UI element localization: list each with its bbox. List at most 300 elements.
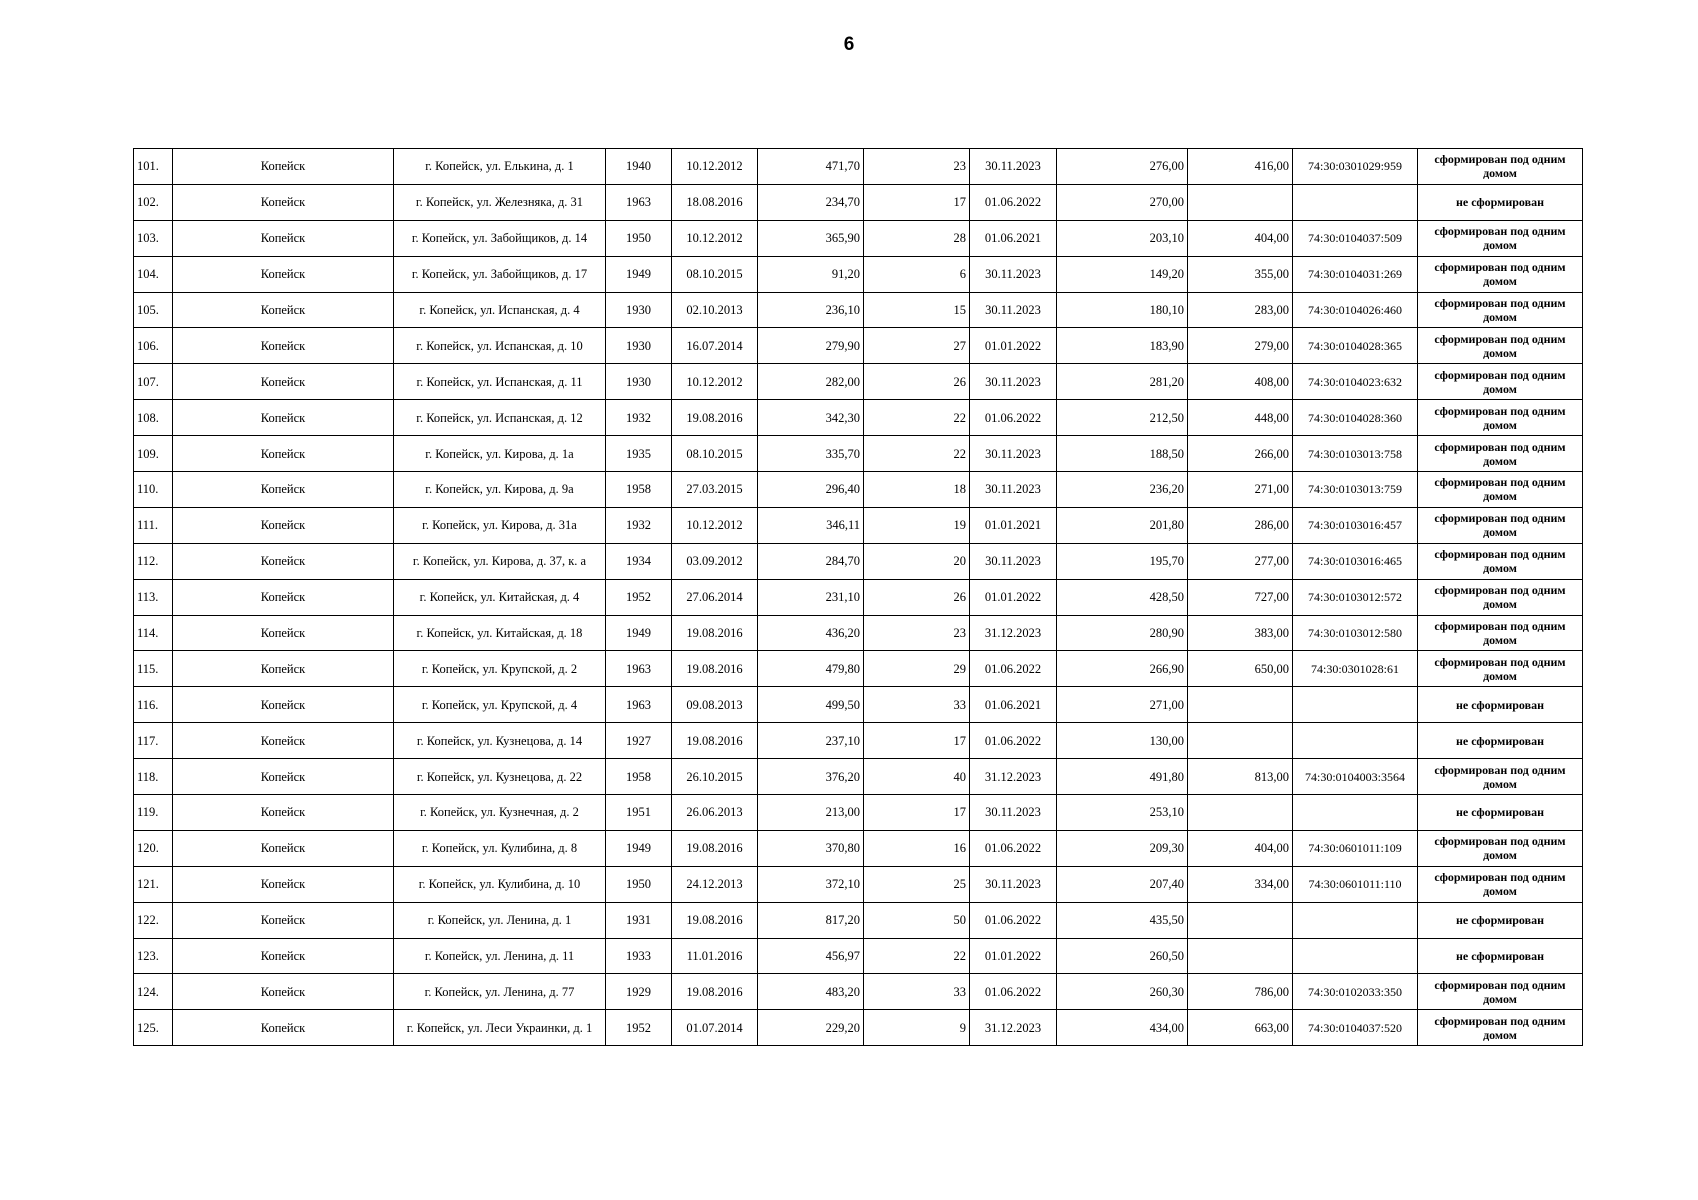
- living-area-cell: 149,20: [1057, 256, 1188, 292]
- table-row: [134, 220, 1583, 256]
- year-built-cell: 1963: [606, 687, 672, 723]
- row-number-cell: 101.: [134, 149, 173, 185]
- living-area-cell: 434,00: [1057, 1010, 1188, 1046]
- land-status-cell: сформирован под одним домом: [1418, 472, 1583, 508]
- table-row: [134, 615, 1583, 651]
- residents-cell: 18: [864, 472, 970, 508]
- land-status-cell: сформирован под одним домом: [1418, 651, 1583, 687]
- land-area-cell: 271,00: [1188, 472, 1293, 508]
- living-area-cell: 207,40: [1057, 866, 1188, 902]
- land-area-cell: [1188, 723, 1293, 759]
- address-cell: г. Копейск, ул. Китайская, д. 18: [394, 615, 606, 651]
- living-area-cell: 491,80: [1057, 759, 1188, 795]
- living-area-cell: 180,10: [1057, 292, 1188, 328]
- deadline-cell: 01.06.2021: [970, 687, 1057, 723]
- area-cell: 335,70: [758, 436, 864, 472]
- cadastral-number-cell: 74:30:0103012:580: [1293, 615, 1418, 651]
- cadastral-number-cell: 74:30:0601011:110: [1293, 866, 1418, 902]
- area-cell: 372,10: [758, 866, 864, 902]
- area-cell: 499,50: [758, 687, 864, 723]
- address-cell: г. Копейск, ул. Китайская, д. 4: [394, 579, 606, 615]
- row-number-cell: 108.: [134, 400, 173, 436]
- address-cell: г. Копейск, ул. Железняка, д. 31: [394, 184, 606, 220]
- land-area-cell: [1188, 184, 1293, 220]
- area-cell: 471,70: [758, 149, 864, 185]
- land-status-cell: сформирован под одним домом: [1418, 507, 1583, 543]
- city-cell: Копейск: [173, 149, 394, 185]
- cadastral-number-cell: 74:30:0104023:632: [1293, 364, 1418, 400]
- address-cell: г. Копейск, ул. Ленина, д. 11: [394, 938, 606, 974]
- date-cell: 27.06.2014: [672, 579, 758, 615]
- residents-cell: 17: [864, 795, 970, 831]
- residents-cell: 19: [864, 507, 970, 543]
- residents-cell: 17: [864, 723, 970, 759]
- city-cell: Копейск: [173, 687, 394, 723]
- row-number-cell: 120.: [134, 830, 173, 866]
- land-status-cell: не сформирован: [1418, 687, 1583, 723]
- land-status-cell: сформирован под одним домом: [1418, 579, 1583, 615]
- residents-cell: 50: [864, 902, 970, 938]
- residents-cell: 26: [864, 579, 970, 615]
- date-cell: 10.12.2012: [672, 220, 758, 256]
- year-built-cell: 1932: [606, 400, 672, 436]
- land-area-cell: [1188, 795, 1293, 831]
- land-area-cell: 355,00: [1188, 256, 1293, 292]
- land-area-cell: 448,00: [1188, 400, 1293, 436]
- row-number-cell: 114.: [134, 615, 173, 651]
- year-built-cell: 1952: [606, 579, 672, 615]
- city-cell: Копейск: [173, 615, 394, 651]
- date-cell: 19.08.2016: [672, 830, 758, 866]
- city-cell: Копейск: [173, 364, 394, 400]
- table-row: [134, 902, 1583, 938]
- table-row: [134, 184, 1583, 220]
- date-cell: 02.10.2013: [672, 292, 758, 328]
- living-area-cell: 271,00: [1057, 687, 1188, 723]
- residents-cell: 6: [864, 256, 970, 292]
- area-cell: 284,70: [758, 543, 864, 579]
- table-row: [134, 472, 1583, 508]
- land-area-cell: 286,00: [1188, 507, 1293, 543]
- table-row: [134, 938, 1583, 974]
- deadline-cell: 01.01.2022: [970, 328, 1057, 364]
- living-area-cell: 209,30: [1057, 830, 1188, 866]
- residents-cell: 23: [864, 149, 970, 185]
- city-cell: Копейск: [173, 902, 394, 938]
- address-cell: г. Копейск, ул. Испанская, д. 10: [394, 328, 606, 364]
- living-area-cell: 183,90: [1057, 328, 1188, 364]
- residents-cell: 15: [864, 292, 970, 328]
- table-row: [134, 328, 1583, 364]
- row-number-cell: 109.: [134, 436, 173, 472]
- cadastral-number-cell: 74:30:0104003:3564: [1293, 759, 1418, 795]
- year-built-cell: 1963: [606, 184, 672, 220]
- page-number: 6: [843, 34, 855, 55]
- row-number-cell: 111.: [134, 507, 173, 543]
- living-area-cell: 260,50: [1057, 938, 1188, 974]
- deadline-cell: 31.12.2023: [970, 759, 1057, 795]
- year-built-cell: 1949: [606, 615, 672, 651]
- deadline-cell: 01.06.2022: [970, 830, 1057, 866]
- area-cell: 279,90: [758, 328, 864, 364]
- deadline-cell: 30.11.2023: [970, 149, 1057, 185]
- deadline-cell: 01.01.2022: [970, 938, 1057, 974]
- land-area-cell: 727,00: [1188, 579, 1293, 615]
- table-row: [134, 687, 1583, 723]
- table-body: [134, 149, 1583, 1046]
- residents-cell: 40: [864, 759, 970, 795]
- area-cell: 296,40: [758, 472, 864, 508]
- year-built-cell: 1935: [606, 436, 672, 472]
- date-cell: 19.08.2016: [672, 723, 758, 759]
- table-row: [134, 436, 1583, 472]
- date-cell: 09.08.2013: [672, 687, 758, 723]
- date-cell: 19.08.2016: [672, 400, 758, 436]
- living-area-cell: 195,70: [1057, 543, 1188, 579]
- year-built-cell: 1933: [606, 938, 672, 974]
- residents-cell: 16: [864, 830, 970, 866]
- cadastral-number-cell: 74:30:0104037:509: [1293, 220, 1418, 256]
- land-area-cell: 663,00: [1188, 1010, 1293, 1046]
- table-row: [134, 149, 1583, 185]
- city-cell: Копейск: [173, 256, 394, 292]
- date-cell: 16.07.2014: [672, 328, 758, 364]
- year-built-cell: 1931: [606, 902, 672, 938]
- land-status-cell: сформирован под одним домом: [1418, 759, 1583, 795]
- year-built-cell: 1958: [606, 759, 672, 795]
- year-built-cell: 1949: [606, 830, 672, 866]
- cadastral-number-cell: [1293, 795, 1418, 831]
- address-cell: г. Копейск, ул. Кузнецова, д. 14: [394, 723, 606, 759]
- date-cell: 11.01.2016: [672, 938, 758, 974]
- table-row: [134, 830, 1583, 866]
- address-cell: г. Копейск, ул. Кулибина, д. 10: [394, 866, 606, 902]
- date-cell: 10.12.2012: [672, 507, 758, 543]
- land-area-cell: 650,00: [1188, 651, 1293, 687]
- year-built-cell: 1927: [606, 723, 672, 759]
- row-number-cell: 112.: [134, 543, 173, 579]
- area-cell: 236,10: [758, 292, 864, 328]
- deadline-cell: 30.11.2023: [970, 364, 1057, 400]
- land-status-cell: сформирован под одним домом: [1418, 436, 1583, 472]
- address-cell: г. Копейск, ул. Леси Украинки, д. 1: [394, 1010, 606, 1046]
- year-built-cell: 1940: [606, 149, 672, 185]
- city-cell: Копейск: [173, 328, 394, 364]
- city-cell: Копейск: [173, 938, 394, 974]
- residents-cell: 27: [864, 328, 970, 364]
- city-cell: Копейск: [173, 723, 394, 759]
- city-cell: Копейск: [173, 579, 394, 615]
- table-row: [134, 866, 1583, 902]
- table-row: [134, 974, 1583, 1010]
- living-area-cell: 203,10: [1057, 220, 1188, 256]
- deadline-cell: 30.11.2023: [970, 436, 1057, 472]
- row-number-cell: 113.: [134, 579, 173, 615]
- land-status-cell: сформирован под одним домом: [1418, 364, 1583, 400]
- area-cell: 365,90: [758, 220, 864, 256]
- date-cell: 10.12.2012: [672, 149, 758, 185]
- address-cell: г. Копейск, ул. Елькина, д. 1: [394, 149, 606, 185]
- area-cell: 282,00: [758, 364, 864, 400]
- land-status-cell: сформирован под одним домом: [1418, 400, 1583, 436]
- year-built-cell: 1950: [606, 866, 672, 902]
- land-status-cell: сформирован под одним домом: [1418, 866, 1583, 902]
- land-area-cell: 404,00: [1188, 830, 1293, 866]
- land-area-cell: 404,00: [1188, 220, 1293, 256]
- area-cell: 234,70: [758, 184, 864, 220]
- cadastral-number-cell: 74:30:0104028:365: [1293, 328, 1418, 364]
- date-cell: 19.08.2016: [672, 651, 758, 687]
- cadastral-number-cell: 74:30:0301028:61: [1293, 651, 1418, 687]
- row-number-cell: 105.: [134, 292, 173, 328]
- land-status-cell: сформирован под одним домом: [1418, 328, 1583, 364]
- address-cell: г. Копейск, ул. Ленина, д. 77: [394, 974, 606, 1010]
- residents-cell: 33: [864, 687, 970, 723]
- land-area-cell: 334,00: [1188, 866, 1293, 902]
- city-cell: Копейск: [173, 507, 394, 543]
- deadline-cell: 31.12.2023: [970, 1010, 1057, 1046]
- deadline-cell: 31.12.2023: [970, 615, 1057, 651]
- area-cell: 483,20: [758, 974, 864, 1010]
- land-status-cell: сформирован под одним домом: [1418, 543, 1583, 579]
- city-cell: Копейск: [173, 184, 394, 220]
- city-cell: Копейск: [173, 1010, 394, 1046]
- address-cell: г. Копейск, ул. Крупской, д. 2: [394, 651, 606, 687]
- deadline-cell: 01.06.2022: [970, 651, 1057, 687]
- deadline-cell: 30.11.2023: [970, 256, 1057, 292]
- row-number-cell: 103.: [134, 220, 173, 256]
- land-status-cell: не сформирован: [1418, 902, 1583, 938]
- residents-cell: 28: [864, 220, 970, 256]
- cadastral-number-cell: 74:30:0103012:572: [1293, 579, 1418, 615]
- table-row: [134, 256, 1583, 292]
- address-cell: г. Копейск, ул. Кирова, д. 1а: [394, 436, 606, 472]
- area-cell: 237,10: [758, 723, 864, 759]
- year-built-cell: 1952: [606, 1010, 672, 1046]
- deadline-cell: 01.06.2022: [970, 974, 1057, 1010]
- row-number-cell: 118.: [134, 759, 173, 795]
- residents-cell: 22: [864, 436, 970, 472]
- address-cell: г. Копейск, ул. Забойщиков, д. 14: [394, 220, 606, 256]
- land-area-cell: 408,00: [1188, 364, 1293, 400]
- living-area-cell: 280,90: [1057, 615, 1188, 651]
- city-cell: Копейск: [173, 759, 394, 795]
- living-area-cell: 276,00: [1057, 149, 1188, 185]
- living-area-cell: 188,50: [1057, 436, 1188, 472]
- area-cell: 342,30: [758, 400, 864, 436]
- table-row: [134, 651, 1583, 687]
- city-cell: Копейск: [173, 543, 394, 579]
- cadastral-number-cell: 74:30:0104037:520: [1293, 1010, 1418, 1046]
- date-cell: 24.12.2013: [672, 866, 758, 902]
- living-area-cell: 253,10: [1057, 795, 1188, 831]
- living-area-cell: 130,00: [1057, 723, 1188, 759]
- city-cell: Копейск: [173, 795, 394, 831]
- cadastral-number-cell: [1293, 184, 1418, 220]
- deadline-cell: 01.01.2022: [970, 579, 1057, 615]
- cadastral-number-cell: [1293, 938, 1418, 974]
- area-cell: 346,11: [758, 507, 864, 543]
- address-cell: г. Копейск, ул. Забойщиков, д. 17: [394, 256, 606, 292]
- city-cell: Копейск: [173, 400, 394, 436]
- area-cell: 213,00: [758, 795, 864, 831]
- address-cell: г. Копейск, ул. Кирова, д. 9а: [394, 472, 606, 508]
- year-built-cell: 1932: [606, 507, 672, 543]
- cadastral-number-cell: 74:30:0103013:758: [1293, 436, 1418, 472]
- land-status-cell: сформирован под одним домом: [1418, 292, 1583, 328]
- cadastral-number-cell: 74:30:0104026:460: [1293, 292, 1418, 328]
- living-area-cell: 266,90: [1057, 651, 1188, 687]
- table-row: [134, 795, 1583, 831]
- land-area-cell: 813,00: [1188, 759, 1293, 795]
- address-cell: г. Копейск, ул. Кузнецова, д. 22: [394, 759, 606, 795]
- land-area-cell: [1188, 902, 1293, 938]
- row-number-cell: 106.: [134, 328, 173, 364]
- deadline-cell: 01.06.2022: [970, 902, 1057, 938]
- date-cell: 08.10.2015: [672, 436, 758, 472]
- buildings-table: [133, 148, 1583, 1046]
- date-cell: 01.07.2014: [672, 1010, 758, 1046]
- cadastral-number-cell: [1293, 902, 1418, 938]
- land-area-cell: 786,00: [1188, 974, 1293, 1010]
- area-cell: 817,20: [758, 902, 864, 938]
- deadline-cell: 30.11.2023: [970, 795, 1057, 831]
- residents-cell: 22: [864, 938, 970, 974]
- address-cell: г. Копейск, ул. Кулибина, д. 8: [394, 830, 606, 866]
- area-cell: 231,10: [758, 579, 864, 615]
- cadastral-number-cell: 74:30:0601011:109: [1293, 830, 1418, 866]
- year-built-cell: 1958: [606, 472, 672, 508]
- land-status-cell: сформирован под одним домом: [1418, 149, 1583, 185]
- residents-cell: 23: [864, 615, 970, 651]
- row-number-cell: 115.: [134, 651, 173, 687]
- land-area-cell: 383,00: [1188, 615, 1293, 651]
- land-status-cell: сформирован под одним домом: [1418, 220, 1583, 256]
- area-cell: 229,20: [758, 1010, 864, 1046]
- table-row: [134, 543, 1583, 579]
- living-area-cell: 281,20: [1057, 364, 1188, 400]
- cadastral-number-cell: 74:30:0103016:465: [1293, 543, 1418, 579]
- land-status-cell: сформирован под одним домом: [1418, 974, 1583, 1010]
- city-cell: Копейск: [173, 472, 394, 508]
- address-cell: г. Копейск, ул. Испанская, д. 4: [394, 292, 606, 328]
- table-row: [134, 292, 1583, 328]
- cadastral-number-cell: 74:30:0103016:457: [1293, 507, 1418, 543]
- living-area-cell: 435,50: [1057, 902, 1188, 938]
- row-number-cell: 122.: [134, 902, 173, 938]
- land-status-cell: не сформирован: [1418, 184, 1583, 220]
- date-cell: 18.08.2016: [672, 184, 758, 220]
- year-built-cell: 1930: [606, 292, 672, 328]
- living-area-cell: 270,00: [1057, 184, 1188, 220]
- address-cell: г. Копейск, ул. Кирова, д. 31а: [394, 507, 606, 543]
- date-cell: 10.12.2012: [672, 364, 758, 400]
- area-cell: 479,80: [758, 651, 864, 687]
- deadline-cell: 01.06.2022: [970, 723, 1057, 759]
- table-row: [134, 579, 1583, 615]
- city-cell: Копейск: [173, 292, 394, 328]
- address-cell: г. Копейск, ул. Кирова, д. 37, к. а: [394, 543, 606, 579]
- residents-cell: 25: [864, 866, 970, 902]
- land-status-cell: сформирован под одним домом: [1418, 615, 1583, 651]
- residents-cell: 17: [864, 184, 970, 220]
- residents-cell: 20: [864, 543, 970, 579]
- residents-cell: 9: [864, 1010, 970, 1046]
- cadastral-number-cell: 74:30:0102033:350: [1293, 974, 1418, 1010]
- land-status-cell: сформирован под одним домом: [1418, 1010, 1583, 1046]
- land-area-cell: 277,00: [1188, 543, 1293, 579]
- year-built-cell: 1963: [606, 651, 672, 687]
- date-cell: 19.08.2016: [672, 974, 758, 1010]
- city-cell: Копейск: [173, 436, 394, 472]
- row-number-cell: 119.: [134, 795, 173, 831]
- area-cell: 456,97: [758, 938, 864, 974]
- address-cell: г. Копейск, ул. Испанская, д. 11: [394, 364, 606, 400]
- land-area-cell: 279,00: [1188, 328, 1293, 364]
- area-cell: 91,20: [758, 256, 864, 292]
- area-cell: 436,20: [758, 615, 864, 651]
- year-built-cell: 1934: [606, 543, 672, 579]
- deadline-cell: 01.06.2022: [970, 400, 1057, 436]
- city-cell: Копейск: [173, 974, 394, 1010]
- date-cell: 03.09.2012: [672, 543, 758, 579]
- living-area-cell: 201,80: [1057, 507, 1188, 543]
- deadline-cell: 01.06.2022: [970, 184, 1057, 220]
- area-cell: 376,20: [758, 759, 864, 795]
- table-row: [134, 400, 1583, 436]
- residents-cell: 29: [864, 651, 970, 687]
- residents-cell: 22: [864, 400, 970, 436]
- table-row: [134, 364, 1583, 400]
- living-area-cell: 428,50: [1057, 579, 1188, 615]
- address-cell: г. Копейск, ул. Испанская, д. 12: [394, 400, 606, 436]
- deadline-cell: 30.11.2023: [970, 292, 1057, 328]
- deadline-cell: 30.11.2023: [970, 866, 1057, 902]
- table-row: [134, 507, 1583, 543]
- land-status-cell: не сформирован: [1418, 795, 1583, 831]
- land-area-cell: [1188, 687, 1293, 723]
- cadastral-number-cell: 74:30:0301029:959: [1293, 149, 1418, 185]
- row-number-cell: 107.: [134, 364, 173, 400]
- cadastral-number-cell: [1293, 723, 1418, 759]
- cadastral-number-cell: 74:30:0104031:269: [1293, 256, 1418, 292]
- city-cell: Копейск: [173, 220, 394, 256]
- residents-cell: 33: [864, 974, 970, 1010]
- year-built-cell: 1930: [606, 328, 672, 364]
- year-built-cell: 1951: [606, 795, 672, 831]
- cadastral-number-cell: [1293, 687, 1418, 723]
- address-cell: г. Копейск, ул. Крупской, д. 4: [394, 687, 606, 723]
- cadastral-number-cell: 74:30:0103013:759: [1293, 472, 1418, 508]
- cadastral-number-cell: 74:30:0104028:360: [1293, 400, 1418, 436]
- table-row: [134, 1010, 1583, 1046]
- row-number-cell: 125.: [134, 1010, 173, 1046]
- row-number-cell: 123.: [134, 938, 173, 974]
- land-status-cell: не сформирован: [1418, 723, 1583, 759]
- row-number-cell: 104.: [134, 256, 173, 292]
- row-number-cell: 110.: [134, 472, 173, 508]
- date-cell: 19.08.2016: [672, 902, 758, 938]
- land-status-cell: сформирован под одним домом: [1418, 256, 1583, 292]
- deadline-cell: 01.01.2021: [970, 507, 1057, 543]
- deadline-cell: 30.11.2023: [970, 543, 1057, 579]
- date-cell: 08.10.2015: [672, 256, 758, 292]
- deadline-cell: 30.11.2023: [970, 472, 1057, 508]
- row-number-cell: 116.: [134, 687, 173, 723]
- city-cell: Копейск: [173, 866, 394, 902]
- land-status-cell: не сформирован: [1418, 938, 1583, 974]
- year-built-cell: 1949: [606, 256, 672, 292]
